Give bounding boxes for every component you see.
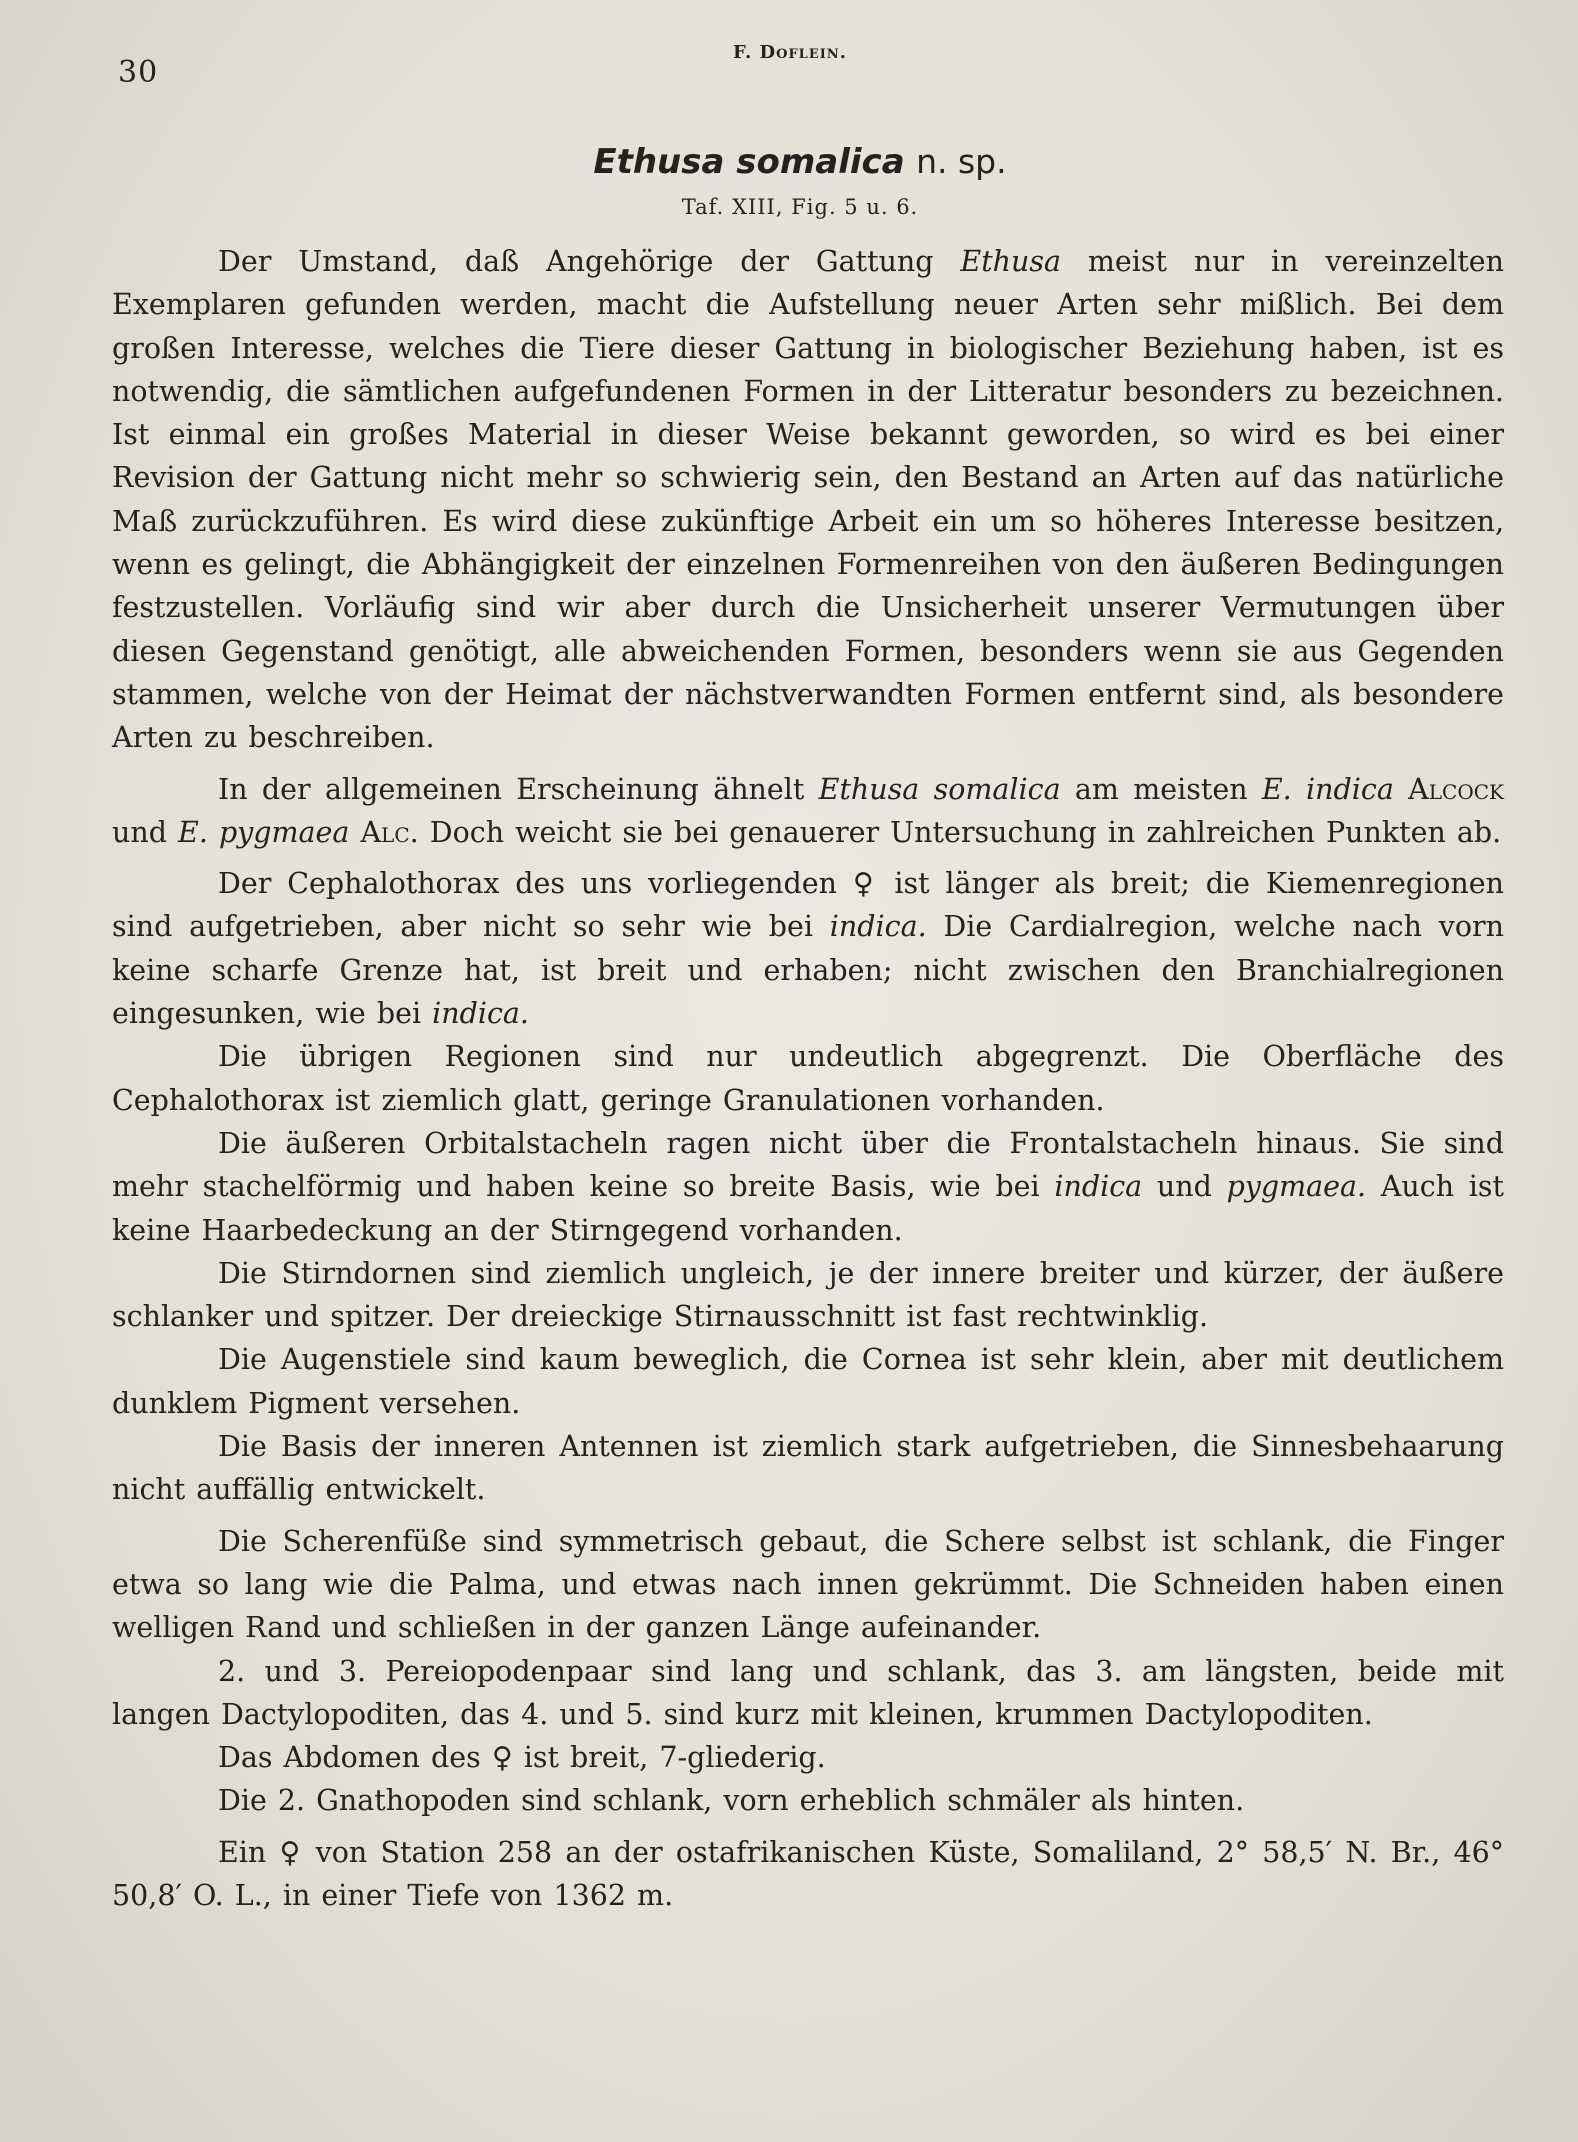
species-name: Ethusa somalica: [593, 142, 905, 182]
page-number: 30: [118, 55, 159, 90]
new-species-note: n. sp.: [916, 142, 1007, 181]
paragraph-regions: Die übrigen Regionen sind nur undeutlich abgegrenzt. Die Oberfläche des Cephalothorax ist ziemlich glatt, geringe Granulationen vorhanden.: [112, 1040, 1504, 1117]
paragraph-locality: Ein ♀ von Station 258 an der ostafrikanischen Küste, Somaliland, 2° 58,5′ N. Br., 46° 50,8′ O. L., in einer Tiefe von 1362 m.: [112, 1835, 1504, 1912]
text-run: am meisten: [1060, 772, 1262, 806]
paragraph-antennae: Die Basis der inneren Antennen ist ziemlich stark aufgetrieben, die Sinnesbehaarung nicht auffällig entwickelt.: [112, 1430, 1504, 1507]
text-run: Auch ist keine Haarbedeckung an der Stirngegend vorhanden.: [112, 1170, 1504, 1247]
taxon-name: indica.: [829, 910, 927, 944]
paragraph-eyestalks: Die Augenstiele sind kaum beweglich, die Cornea ist sehr klein, aber mit deutlichem dunklem Pigment versehen.: [112, 1343, 1504, 1420]
text-run: In der allgemeinen Erscheinung ähnelt: [218, 772, 819, 806]
paragraph-orbital-spines: [112, 1122, 1504, 1252]
text-run: meist nur in vereinzelten Exemplaren gefunden werden, macht die Aufstellung neuer Arten sehr mißlich. Bei dem großen Interesse, welches die Tiere dieser Gattung in biologischer Beziehung haben, ist es notwendig, die sämtlichen aufgefundenen Formen in der Litteratur besonders zu bezeichnen. Ist einmal ein großes Material in dieser Weise bekannt geworden, so wird es bei einer Revision der Gattung nicht mehr so schwierig sein, den Bestand an Arten auf das natürliche Maß zurückzuführen. Es wird diese zukünftige Arbeit ein um so höheres Interesse besitzen, wenn es gelingt, die Abhängigkeit der einzelnen Formenreihen von den äußeren Bedingungen festzustellen. Vorläufig sind wir aber durch die Unsicherheit unserer Vermutungen über diesen Gegenstand genötigt, alle abweichenden Formen, besonders wenn sie aus Gegenden stammen, welche von der Heimat der nächstverwandten Formen entfernt sind, als besondere Arten zu beschreiben.: [112, 245, 1504, 755]
text-run: Der Cephalothorax des uns vorliegenden ♀ ist länger als breit; die Kiemenregionen sind aufgetrieben, aber nicht so sehr wie bei: [112, 867, 1504, 944]
taxon-name: E. pygmaea: [178, 815, 350, 849]
text-run: Die Cardialregion, welche nach vorn keine scharfe Grenze hat, ist breit und erhaben; nicht zwischen den Branchialregionen eingesunken, wie bei: [112, 910, 1504, 1031]
text-run: Die äußeren Orbitalstacheln ragen nicht über die Frontalstacheln hinaus. Sie sind mehr stachelförmig und haben keine so breite Basis, wie bei: [112, 1126, 1504, 1204]
body-text: [112, 240, 1504, 1917]
paragraph-comparison: [112, 768, 1504, 855]
text-run: Doch weicht sie bei genauerer Untersuchung in zahlreichen Punkten ab.: [418, 815, 1502, 849]
paragraph-abdomen: Das Abdomen des ♀ ist breit, 7-gliederig.: [218, 1741, 826, 1775]
paragraph-pereiopods: 2. und 3. Pereiopodenpaar sind lang und schlank, das 3. am längsten, beide mit langen Dactylopoditen, das 4. und 5. sind kurz mit kleinen, krummen Dactylopoditen.: [112, 1654, 1504, 1731]
paragraph-chelipeds: Die Scherenfüße sind symmetrisch gebaut, die Schere selbst ist schlank, die Finger etwa so lang wie die Palma, und etwas nach innen gekrümmt. Die Schneiden haben einen welligen Rand und schließen in der ganzen Länge aufeinander.: [112, 1524, 1504, 1645]
text-run: [1394, 773, 1408, 806]
taxon-name: Ethusa somalica: [818, 772, 1061, 806]
running-head-author: F. Doflein.: [733, 42, 847, 63]
species-heading: [300, 140, 1300, 184]
author-name: Alc.: [360, 815, 419, 849]
taxon-name: Ethusa: [960, 245, 1061, 278]
paragraph-introduction: [112, 240, 1504, 760]
text-run: und: [112, 815, 179, 849]
taxon-name: E. indica: [1261, 772, 1394, 806]
paragraph-frontal-spines: Die Stirndornen sind ziemlich ungleich, je der innere breiter und kürzer, der äußere schlanker und spitzer. Der dreieckige Stirnausschnitt ist fast rechtwinklig.: [112, 1256, 1504, 1334]
taxon-name: indica: [1054, 1170, 1143, 1204]
text-run: [349, 816, 360, 849]
taxon-name: pygmaea.: [1226, 1170, 1367, 1204]
plate-reference: Taf. XIII, Fig. 5 u. 6.: [681, 195, 919, 219]
paragraph-cephalothorax: [112, 862, 1504, 1035]
paragraph-gnathopods: Die 2. Gnathopoden sind schlank, vorn erheblich schmäler als hinten.: [218, 1784, 1245, 1818]
text-run: Der Umstand, daß Angehörige der Gattung: [218, 245, 961, 278]
text-run: und: [1142, 1170, 1227, 1204]
author-name: Alcock: [1408, 772, 1504, 806]
taxon-name: indica.: [432, 997, 529, 1031]
